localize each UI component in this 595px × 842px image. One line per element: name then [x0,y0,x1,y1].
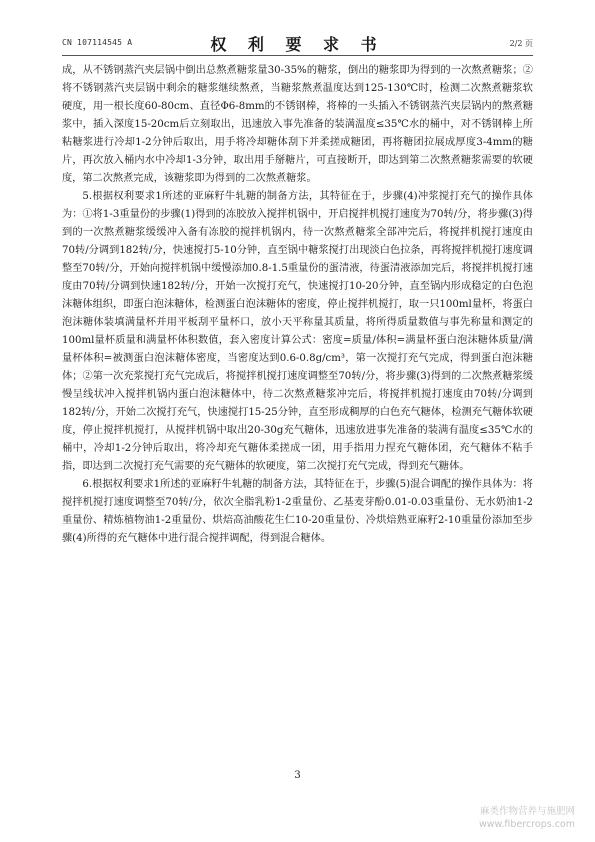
watermark-url: www.fibercrops.com [478,819,575,830]
page-header [62,30,533,54]
page-of-indicator: 2/2 页 [509,39,533,48]
claim-6-paragraph: 6.根据权利要求1所述的亚麻籽牛轧糖的制备方法，其特征在于，步骤(5)混合调配的操作具体为：将搅拌机搅打速度调整至70转/分，依次全脂乳粉1-2重量份、乙基麦芽酚0.01-0.03重量份、无水奶油1-2重量份、精炼植物油1-2重量份、烘焙高油酸花生仁10-20重量份、冷烘焙熟亚麻籽2-10重量份添加至步骤(4)所得的充气糖体中进行混合搅拌调配，得到混合糖体。 [62,479,533,544]
document-title: 权 利 要 求 书 [210,35,385,54]
claim-5-paragraph: 5.根据权利要求1所述的亚麻籽牛轧糖的制备方法，其特征在于，步骤(4)冲浆搅打充气的操作具体为：①将1-3重量份的步骤(1)得到的冻胶放入搅拌机锅中，开启搅拌机搅打速度为70转/分，将步骤(3)得到的一次熬煮糖浆缓缓冲入备有冻胶的搅拌机锅内，待一次熬煮糖浆全部冲完后，将搅拌机搅打速度由70转/分调到182转/分，快速搅打5-10分钟，直至锅中糖浆搅打出现淡白色拉条，再将搅拌机搅打速度调整至70转/分，开始向搅拌机锅中缓慢添加0.8-1.5重量份的蛋清液，待蛋清液添加完后，将搅拌机搅打速度由70转/分调到快速182转/分，开始一次搅打充气，快速搅打10-20分钟，直至锅内形成稳定的白色泡沫糖体组织，即蛋白泡沫糖体，检测蛋白泡沫糖体的密度，停止搅拌机搅打，取一只100ml量杯，将蛋白泡沫糖体装填满量杯并用平板刮平量杯口，放小天平称量其质量，将所得质量数值与事先称量和测定的100ml量杯质量和满量杯体积数值，套入密度计算公式：密度=质量/体积=满量杯蛋白泡沫糖体质量/满量杯体积=被测蛋白泡沫糖体密度，当密度达到0.6-0.8g/cm³，第一次搅打充气完成，得到蛋白泡沫糖体；②第一次充浆搅打充气完成后，将搅拌机搅打速度调整至70转/分，将步骤(3)得到的二次熬煮糖浆缓慢呈线状冲入搅拌机锅内蛋白泡沫糖体中，待二次熬煮糖浆冲完后，将搅拌机搅打速度由70转/分调到182转/分，开始二次搅打充气，快速搅打15-25分钟，直至形成稠厚的白色充气糖体，检测充气糖体软硬度，停止搅拌机搅打，从搅拌机锅中取出20-30g充气糖体，迅速放进事先准备的装满有温度≤35℃水的桶中，冷却1-2分钟后取出，将冷却充气糖体柔搓成一团，用手指用力捏充气糖体团，充气糖体不粘手指，即达到二次搅打充气需要的充气糖体的软硬度，第二次搅打充气完成，得到充气糖体。 [62,191,533,472]
claim-continuation-paragraph: 成，从不锈钢蒸汽夹层锅中倒出总熬煮糖浆量30-35%的糖浆，倒出的糖浆即为得到的一次熬煮糖浆；②将不锈钢蒸汽夹层锅中剩余的糖浆继续熬煮，当糖浆熬煮温度达到125-130℃时，检测二次熬煮糖浆软硬度，用一根长度60-80cm、直径Φ6-8mm的不锈钢棒，将棒的一头插入不锈钢蒸汽夹层锅内的熬煮糖浆中，插入深度15-20cm后立刻取出，迅速放入事先准备的装满温度≤35℃水的桶中，对不锈钢棒上所粘糖浆进行冷却1-2分钟后取出，用手将冷却糖体刮下并柔搓成糖团，再将糖团拉展成厚度3-4mm的糖片，再次放入桶内水中冷却1-3分钟，取出用手掰糖片，可直接断开，即达到第二次熬煮糖浆需要的软硬度，第二次熬煮完成，该糖浆即为得到的二次熬煮糖浆。 [62,65,533,184]
page-number: 3 [294,770,301,781]
publication-number: CN 107114545 A [62,38,133,47]
watermark [479,805,575,831]
claims-body [62,62,533,548]
header-rule [62,55,533,56]
watermark-site-name: 麻类作物营养与施肥网 [479,806,575,817]
